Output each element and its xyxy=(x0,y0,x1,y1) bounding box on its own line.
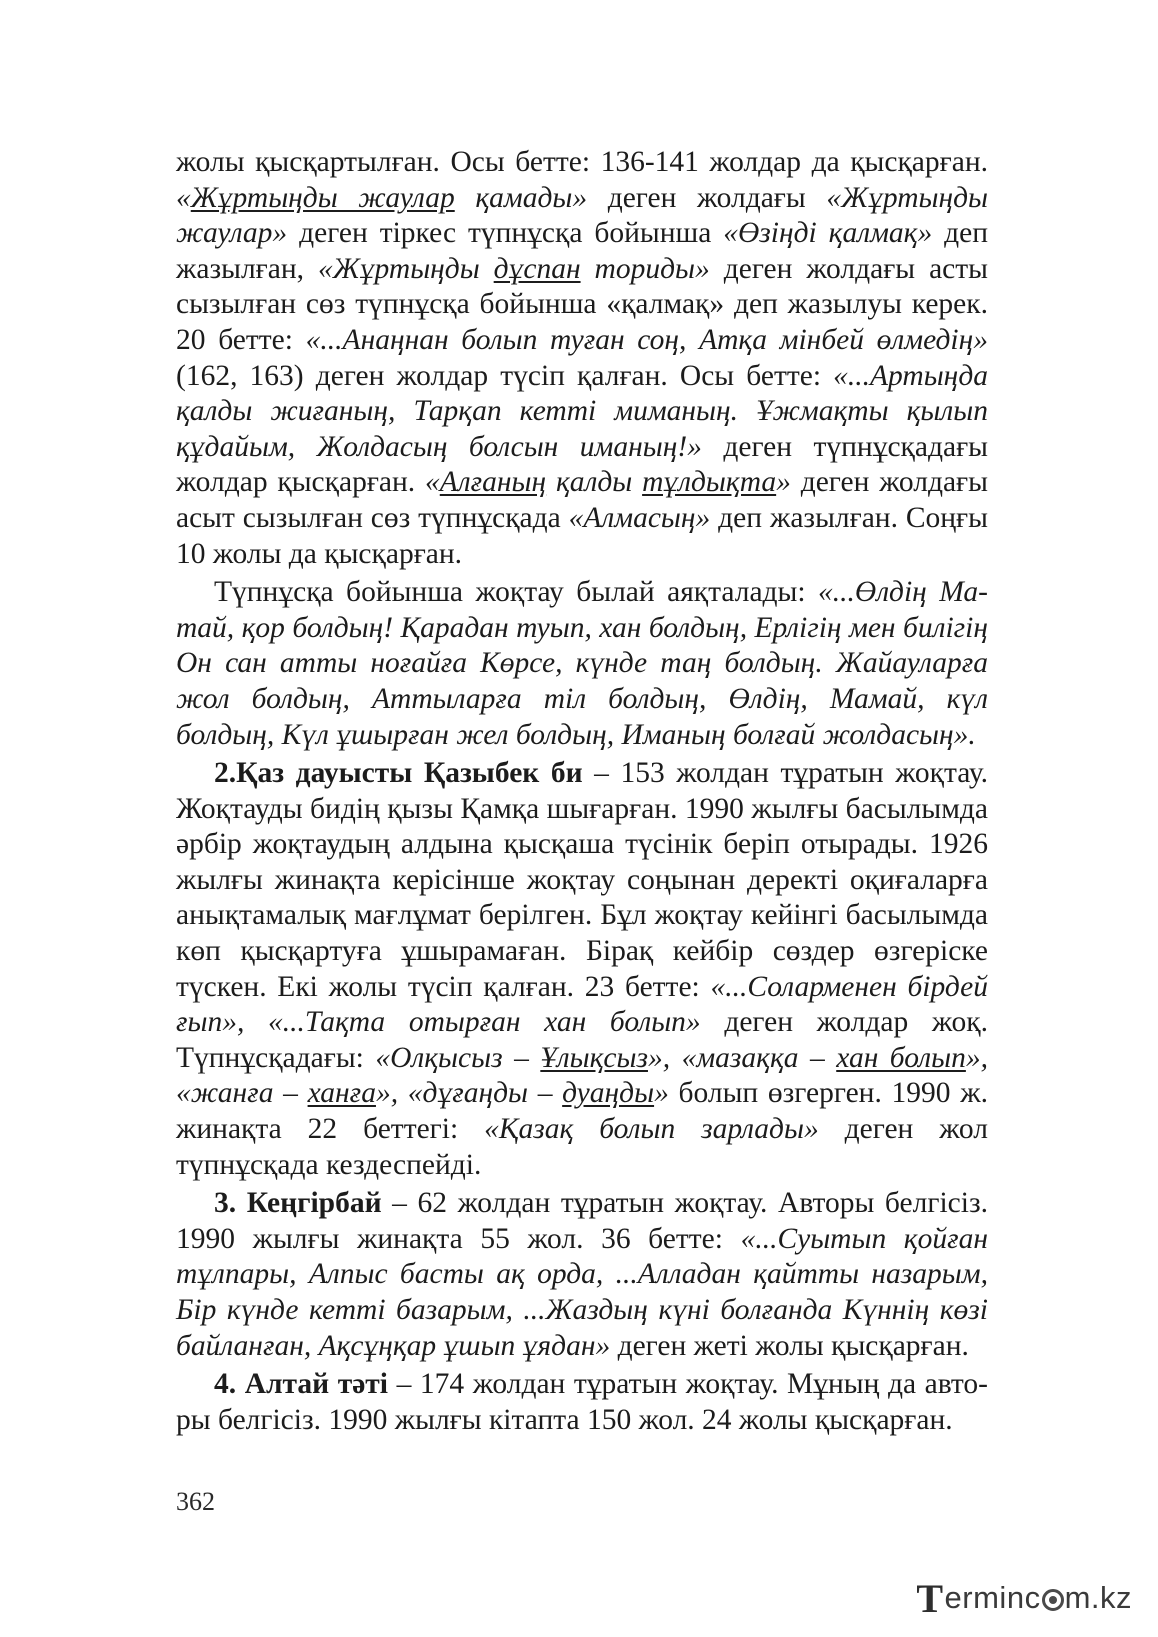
paragraph-5 xyxy=(176,1367,988,1438)
text-segment: – 174 жолдан тұратын жоқтау. Мұның да авторы белгісіз. 1990 жылғы кітапта 150 жол. 24 жолы қысқарған. xyxy=(176,1368,988,1436)
watermark-text-c: c xyxy=(1024,1580,1041,1615)
text-segment: – 153 жолдан тұратын жоқтау. Жоқтауды бидің қызы Қамқа шығарған. 1990 жылғы басылымда әрбір жоқтаудың алдына қысқаша түсінік беріп отырады. 1926 жылғы жинақта керісінше жоқтау соңынан деректі оқиғаларға анықтамалық мағлұмат берілген. Бұл жоқтау кейінгі басылымда көп қысқартуға ұшырамаған. Бірақ кейбір сөздер өзгеріске түскен. Екі жолы түсіп қалған. 23 бетте: xyxy=(176,757,989,1003)
text-segment: деген жолдағы асты сызылған сөз түпнұсқа бойынша «қалмақ» деп жазылуы керек. 20 бетте: xyxy=(176,252,988,356)
text-segment: қамады» xyxy=(454,181,608,214)
text-segment: ториды» xyxy=(580,252,710,285)
text-segment: (162, 163) деген жолдар түсіп қалған. Осы бетте: xyxy=(176,359,834,392)
text-segment: 2.Қаз дауысты Қазыбек би xyxy=(214,757,583,790)
text-segment: «...Соларменен бірдей ғып», «...Тақта отырған хан болып» xyxy=(176,970,988,1039)
watermark-logo-t: T xyxy=(916,1575,944,1621)
text-segment: деген жеті жолы қысқарған. xyxy=(610,1329,969,1362)
text-segment: деген тіркес түпнұсқа бойынша xyxy=(287,217,724,250)
paragraph-3 xyxy=(176,756,988,1183)
text-segment: », «дұғаңды – xyxy=(375,1077,563,1110)
text-segment: дұспан xyxy=(493,252,581,285)
page-body xyxy=(176,145,988,1438)
text-segment: «Қазақ болып зарлады» xyxy=(484,1113,819,1146)
text-segment: деп жазылған, xyxy=(176,217,989,285)
text-segment: «Өзіңді қалмақ» xyxy=(723,217,933,250)
text-segment: «Жұртыңды xyxy=(318,252,494,285)
text-segment: деген түпнұсқадағы жолдар қысқарған. xyxy=(176,430,989,499)
text-segment: 4. Алтай тәті xyxy=(214,1368,388,1401)
text-segment: қалды xyxy=(546,466,643,499)
text-segment: 3. Кеңгірбай xyxy=(214,1187,382,1220)
text-segment: Жұртыңды жаулар xyxy=(190,181,455,214)
text-segment: деген жолдағы асыт сызылған сөз түпнұсқада xyxy=(176,466,988,534)
paragraph-2 xyxy=(176,575,988,753)
text-segment: ханға xyxy=(307,1077,376,1110)
text-segment: Алғаның xyxy=(439,466,547,499)
circle-logo-icon xyxy=(1042,1589,1064,1611)
text-segment: тұлдықта xyxy=(642,466,777,499)
watermark-text-2: m.kz xyxy=(1064,1580,1132,1615)
text-segment: Түпнұсқа бойынша жоқтау былай аяқталады: xyxy=(214,576,819,609)
text-segment: » xyxy=(654,1077,669,1110)
text-segment: », «жанға – xyxy=(176,1041,988,1110)
text-segment: деген жолдар жоқ. Түпнұсқадағы: xyxy=(176,1006,988,1074)
text-segment: «...Суытып қойған тұлпары, Алпыс басты ақ орда, ...Алладан қайтты назарым, Бір күнде кетті базарым, ...Жаздың күні болғанда Күннің көзі байланған, Ақсұңқар ұшып ұядан» xyxy=(176,1222,988,1362)
termincom-watermark xyxy=(916,1576,1132,1620)
text-segment: «Олқысыз – xyxy=(375,1041,541,1074)
text-segment: деген жол түпнұсқада кездеспейді. xyxy=(176,1113,988,1181)
text-segment: «Алмасың» xyxy=(568,501,711,534)
text-segment: «...Анаңнан болып туған соң, Атқа мінбей өлмедің» xyxy=(305,323,988,356)
text-segment: » xyxy=(776,466,791,499)
paragraph-1 xyxy=(176,145,988,572)
text-segment: болып өзгерген. 1990 ж. жинақта 22 беттегі: xyxy=(176,1077,988,1146)
text-segment: хан болып xyxy=(836,1041,966,1074)
text-segment: », «мазаққа – xyxy=(647,1041,837,1074)
text-segment: жолы қысқартылған. Осы бетте: 136-141 жолдар да қысқарған. xyxy=(176,146,988,178)
text-segment: дуаңды xyxy=(562,1077,655,1110)
page-number: 362 xyxy=(176,1487,215,1516)
text-segment: деп жазылған. Соңғы 10 жолы да қысқарған. xyxy=(176,501,988,570)
text-segment: деген жолдағы xyxy=(607,181,827,214)
text-segment: Ұлықсыз xyxy=(540,1041,648,1074)
text-segment: «...Өлдің Маmай, қор болдың! Қарадан туып, хан болдың, Ерлігің мен билігің Он сан атты ноғайға Көрсе, күнде таң болдың. Жайауларға жол болдың, Аттыларға тіл болдың, Өлдің, Мамай, күл болдың, Күл ұшырған жел болдың, Иманың болғай жолдасың». xyxy=(176,576,988,751)
text-segment: « xyxy=(425,466,440,499)
paragraph-4 xyxy=(176,1186,988,1364)
watermark-text-1: ermin xyxy=(944,1580,1025,1615)
text-segment: «Жұртыңды жаулар» xyxy=(176,181,989,250)
text-segment: « xyxy=(176,181,191,214)
text-segment: «...Артыңда қалды жиғаның, Тарқап кетті миманың. Ұжмақты қылып құдайым, Жолдасың болсын иманың!» xyxy=(176,359,988,463)
text-segment: – 62 жолдан тұратын жоқтау. Авторы белгісіз. 1990 жылғы жинақта 55 жол. 36 бетте: xyxy=(176,1187,988,1255)
